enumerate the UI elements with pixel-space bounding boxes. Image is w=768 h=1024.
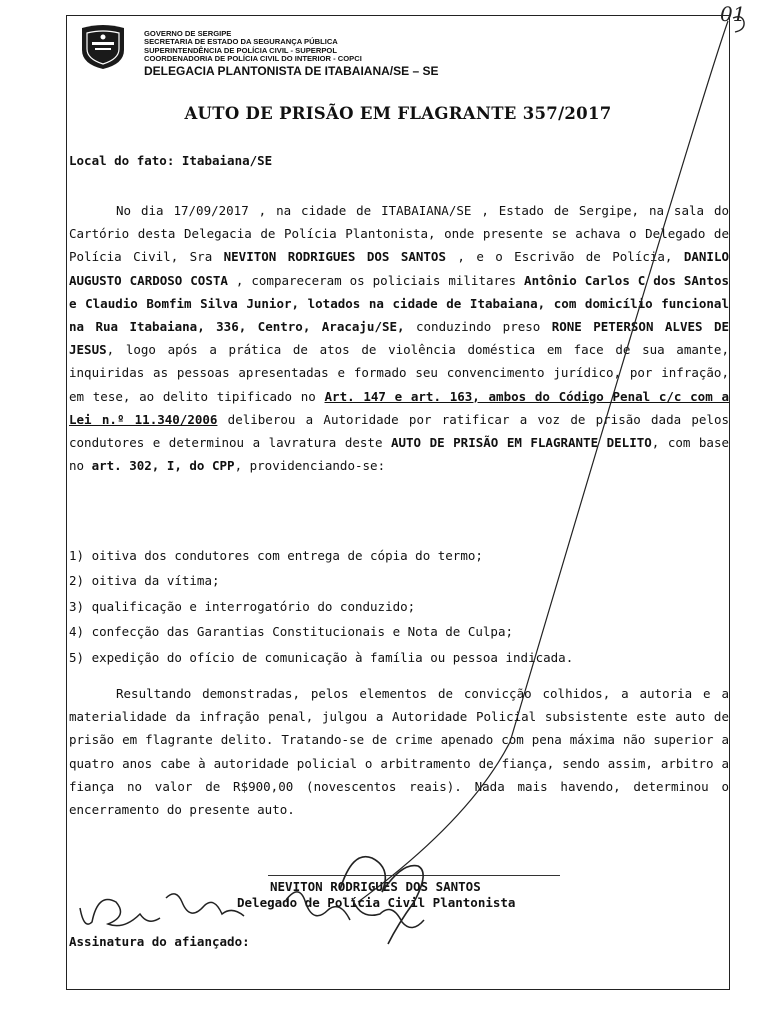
letterhead xyxy=(78,22,718,82)
bold-cpp: art. 302, I, do CPP xyxy=(91,458,235,474)
providencias-list xyxy=(69,543,729,670)
signature-line xyxy=(268,875,560,876)
list-item: 5) expedição do ofício de comunicação à família ou pessoa indicada. xyxy=(69,649,574,665)
letterhead-line: SECRETARIA DE ESTADO DA SEGURANÇA PÚBLICA xyxy=(144,37,338,47)
bold-preso: RONE PETERSON ALVES DE JESUS xyxy=(69,319,729,358)
bold-auto: AUTO DE PRISÃO EM FLAGRANTE DELITO xyxy=(390,435,652,451)
letterhead-line: SUPERINTENDÊNCIA DE POLÍCIA CIVIL - SUPERPOL xyxy=(144,45,337,55)
page-number: 01 xyxy=(720,2,746,26)
document-title: AUTO DE PRISÃO EM FLAGRANTE 357/2017 xyxy=(184,104,612,123)
list-item: 2) oitiva da vítima; xyxy=(69,573,220,589)
list-item: 4) confecção das Garantias Constitucionais e Nota de Culpa; xyxy=(69,624,514,640)
signatory-name: NEVITON RODRIGUES DOS SANTOS xyxy=(270,879,481,894)
letterhead-line: COORDENADORIA DE POLÍCIA CIVIL DO INTERIOR - COPCI xyxy=(144,53,362,63)
bold-escrivao: DANILO AUGUSTO CARDOSO COSTA xyxy=(69,249,730,288)
paragraph-2: Resultando demonstradas, pelos elementos de convicção colhidos, a autoria e a materialidade da infração penal, julgou a Autoridade Policial subsistente este auto de prisão em flagrante delito. Tratando-se de crime apenado com pena máxima não superior a quatro anos cabe à autoridade policial o arbitramento de fiança, sendo assim, arbitro a fiança no valor de R$900,00 (novescentos reais). Nada mais havendo, determinou o encerramento do presente auto. xyxy=(69,686,729,818)
local-do-fato: Local do fato: Itabaiana/SE xyxy=(69,153,273,168)
list-item: 3) qualificação e interrogatório do conduzido; xyxy=(69,598,416,614)
letterhead-unit: DELEGACIA PLANTONISTA DE ITABAIANA/SE – SE xyxy=(144,64,439,78)
police-badge-icon xyxy=(78,24,128,70)
list-item: 1) oitiva dos condutores com entrega de cópia do termo; xyxy=(69,548,483,563)
bold-policiais: Antônio Carlos C dos SAntos e Claudio Bomfim Silva Junior, lotados na cidade de Itabaiana, com domicílio funcional na Rua Itabaiana, 336, Centro, Aracaju/SE, xyxy=(69,272,729,335)
bold-legal-article: Art. 147 e art. 163, ambos do Código Penal c/c com a Lei n.º 11.340/2006 xyxy=(69,388,729,427)
bold-delegado: NEVITON RODRIGUES DOS SANTOS xyxy=(223,249,446,265)
signatory-role: Delegado de Polícia Civil Plantonista xyxy=(237,895,516,910)
letterhead-lines xyxy=(144,30,362,63)
paragraph-1: No dia 17/09/2017 , na cidade de ITABAIANA/SE , Estado de Sergipe, na sala do Cartório desta Delegacia de Polícia Plantonista, onde presente se achava o Delegado de Polícia Civil, Sra NEVITON RODRIGUES DOS SANTOS , e o Escrivão de Polícia, DANILO AUGUSTO CARDOSO COSTA , compareceram os policiais militares Antônio Carlos C dos SAntos e Claudio Bomfim Silva Junior, lotados na cidade de Itabaiana, com domicílio funcional na Rua Itabaiana, 336, Centro, Aracaju/SE, conduzindo preso RONE PETERSON ALVES DE JESUS, logo após a prática de atos de violência doméstica em face de sua amante, inquiridas as pessoas apresentadas e formado seu convencimento jurídico, por infração, em tese, ao delito tipificado no Art. 147 e art. 163, ambos do Código Penal c/c com a Lei n.º 11.340/2006 deliberou a Autoridade por ratificar a voz de prisão dada pelos condutores e determinou a lavratura deste AUTO DE PRISÃO EM FLAGRANTE DELITO, com base no art. 302, I, do CPP, providenciando-se: xyxy=(69,203,730,474)
letterhead-line: GOVERNO DE SERGIPE xyxy=(144,29,232,38)
afiancado-signature-label: Assinatura do afiançado: xyxy=(69,934,250,949)
